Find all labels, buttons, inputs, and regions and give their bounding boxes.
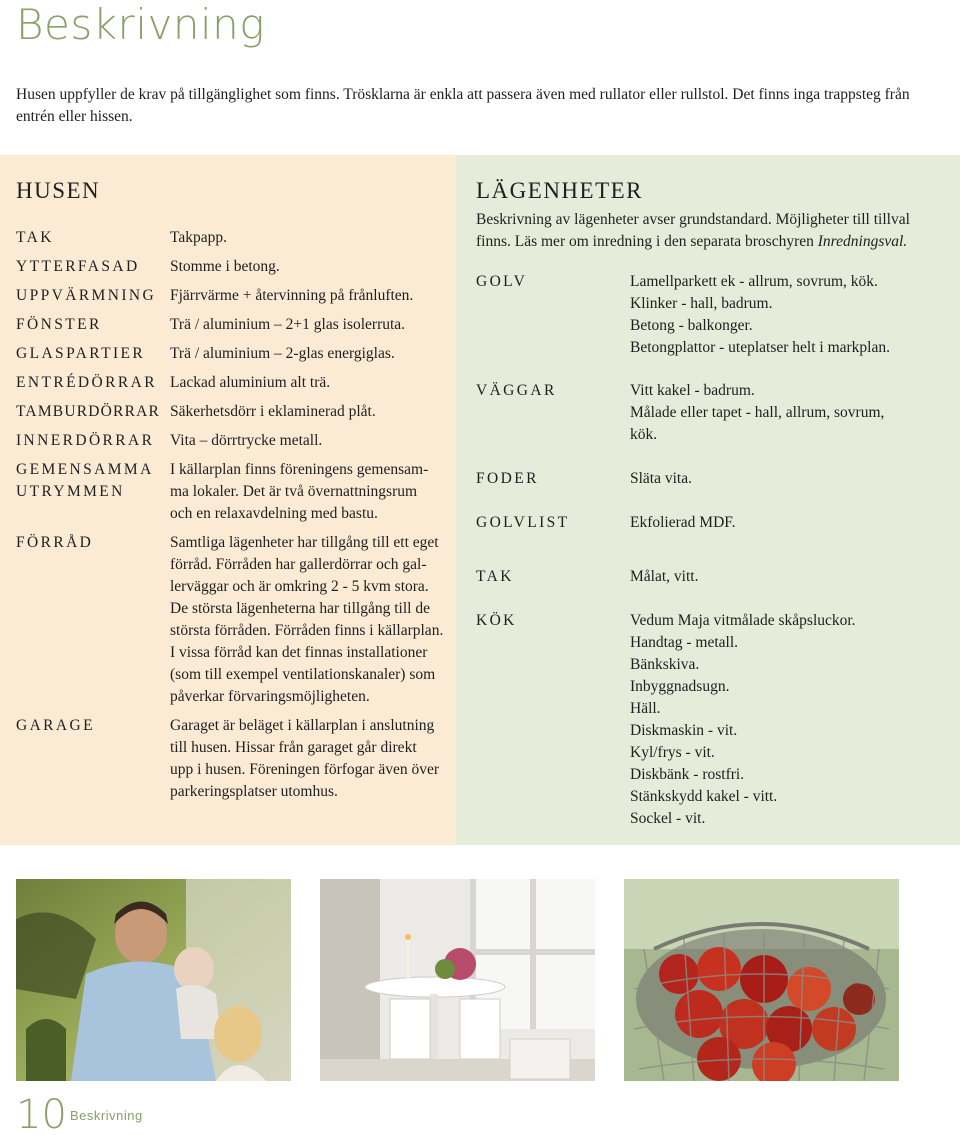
husen-value-forrad: Samtliga lägenheter har tillgång till ett eget förråd. Förråden har gallerdörrar och gal- lerväggar och är omkring 2 - 5 kvm stora. De största lägenheterna har tillgång till de största förråden. Förråden finns i källarplan. I vissa förråd kan det finnas installationer (som till exempel ventilationskanaler) som påverkar förvaringsmöjligheten. (170, 534, 444, 705)
husen-label-garage: GARAGE (16, 717, 95, 734)
lagenheter-label-vaggar: VÄGGAR (476, 382, 557, 399)
lagenheter-label-foder: FODER (476, 470, 539, 487)
intro-paragraph: Husen uppfyller de krav på tillgänglighet som finns. Trösklarna är enkla att passera även med rullator eller rullstol. Det finns inga trappsteg från entrén eller hissen. (16, 86, 910, 125)
husen-label-glaspartier: GLASPARTIER (16, 345, 146, 362)
husen-value-gemensamma-utrymmen: I källarplan finns föreningens gemensam- ma lokaler. Det är två övernattningsrum och en relaxavdelning med bastu. (170, 461, 429, 522)
husen-label-tamburdorrar: TAMBURDÖRRAR (16, 403, 161, 420)
husen-label-innerdorrar: INNERDÖRRAR (16, 432, 155, 449)
lagenheter-value-golvlist: Ekfolierad MDF. (630, 514, 736, 531)
husen-label-gemensamma-utrymmen: GEMENSAMMA UTRYMMEN (16, 461, 153, 500)
lagenheter-value-tak: Målat, vitt. (630, 568, 699, 585)
husen-value-garage: Garaget är beläget i källarplan i anslutning till husen. Hissar från garaget går direkt upp i husen. Föreningen förfogar även över parkeringsplatser utomhus. (170, 717, 440, 800)
husen-label-fonster: FÖNSTER (16, 316, 102, 333)
husen-value-glaspartier: Trä / aluminium – 2-glas energiglas. (170, 345, 395, 362)
husen-value-uppvarmning: Fjärrvärme + återvinning på frånluften. (170, 287, 414, 304)
lagenheter-label-kok: KÖK (476, 612, 517, 629)
brochure-name: Inredningsval. (817, 233, 908, 250)
husen-panel (0, 155, 456, 845)
lagenheter-value-vaggar: Vitt kakel - badrum. Målade eller tapet - hall, allrum, sovrum, kök. (630, 382, 885, 443)
lagenheter-value-golv: Lamellparkett ek - allrum, sovrum, kök. Klinker - hall, badrum. Betong - balkonger. Betongplattor - uteplatser helt i markplan. (630, 273, 890, 356)
apple-basket-photo (624, 879, 899, 1081)
lagenheter-heading: LÄGENHETER (476, 178, 644, 203)
interior-photo (320, 879, 595, 1081)
lagenheter-label-golvlist: GOLVLIST (476, 514, 570, 531)
page-number: 10 (16, 1092, 67, 1135)
husen-label-forrad: FÖRRÅD (16, 534, 94, 551)
page-title: Beskrivning (16, 0, 265, 49)
lagenheter-value-foder: Släta vita. (630, 470, 692, 487)
husen-label-ytterfasad: YTTERFASAD (16, 258, 140, 275)
husen-value-innerdorrar: Vita – dörrtrycke metall. (170, 432, 323, 449)
husen-value-fonster: Trä / aluminium – 2+1 glas isolerruta. (170, 316, 406, 333)
lagenheter-label-tak: TAK (476, 568, 514, 585)
husen-label-tak: TAK (16, 229, 54, 246)
husen-value-ytterfasad: Stomme i betong. (170, 258, 280, 275)
husen-heading: HUSEN (16, 178, 101, 203)
husen-label-uppvarmning: UPPVÄRMNING (16, 287, 157, 304)
lagenheter-label-golv: GOLV (476, 273, 528, 290)
lagenheter-intro: Beskrivning av lägenheter avser grundstandard. Möjligheter till tillval finns. Läs mer om inredning i den separata broschyren Inredningsval. (476, 211, 910, 250)
lagenheter-value-kok: Vedum Maja vitmålade skåpsluckor. Handtag - metall. Bänkskiva. Inbyggnadsugn. Häll. Diskmaskin - vit. Kyl/frys - vit. Diskbänk - rostfri. Stänkskydd kakel - vitt. Sockel - vit. (630, 612, 856, 827)
husen-value-tak: Takpapp. (170, 229, 228, 246)
husen-label-entredorrar: ENTRÉDÖRRAR (16, 374, 157, 391)
family-photo (16, 879, 291, 1081)
husen-value-tamburdorrar: Säkerhetsdörr i eklaminerad plåt. (170, 403, 376, 420)
husen-value-entredorrar: Lackad aluminium alt trä. (170, 374, 331, 391)
footer-section-label: Beskrivning (70, 1108, 143, 1123)
lagenheter-panel (456, 155, 960, 845)
